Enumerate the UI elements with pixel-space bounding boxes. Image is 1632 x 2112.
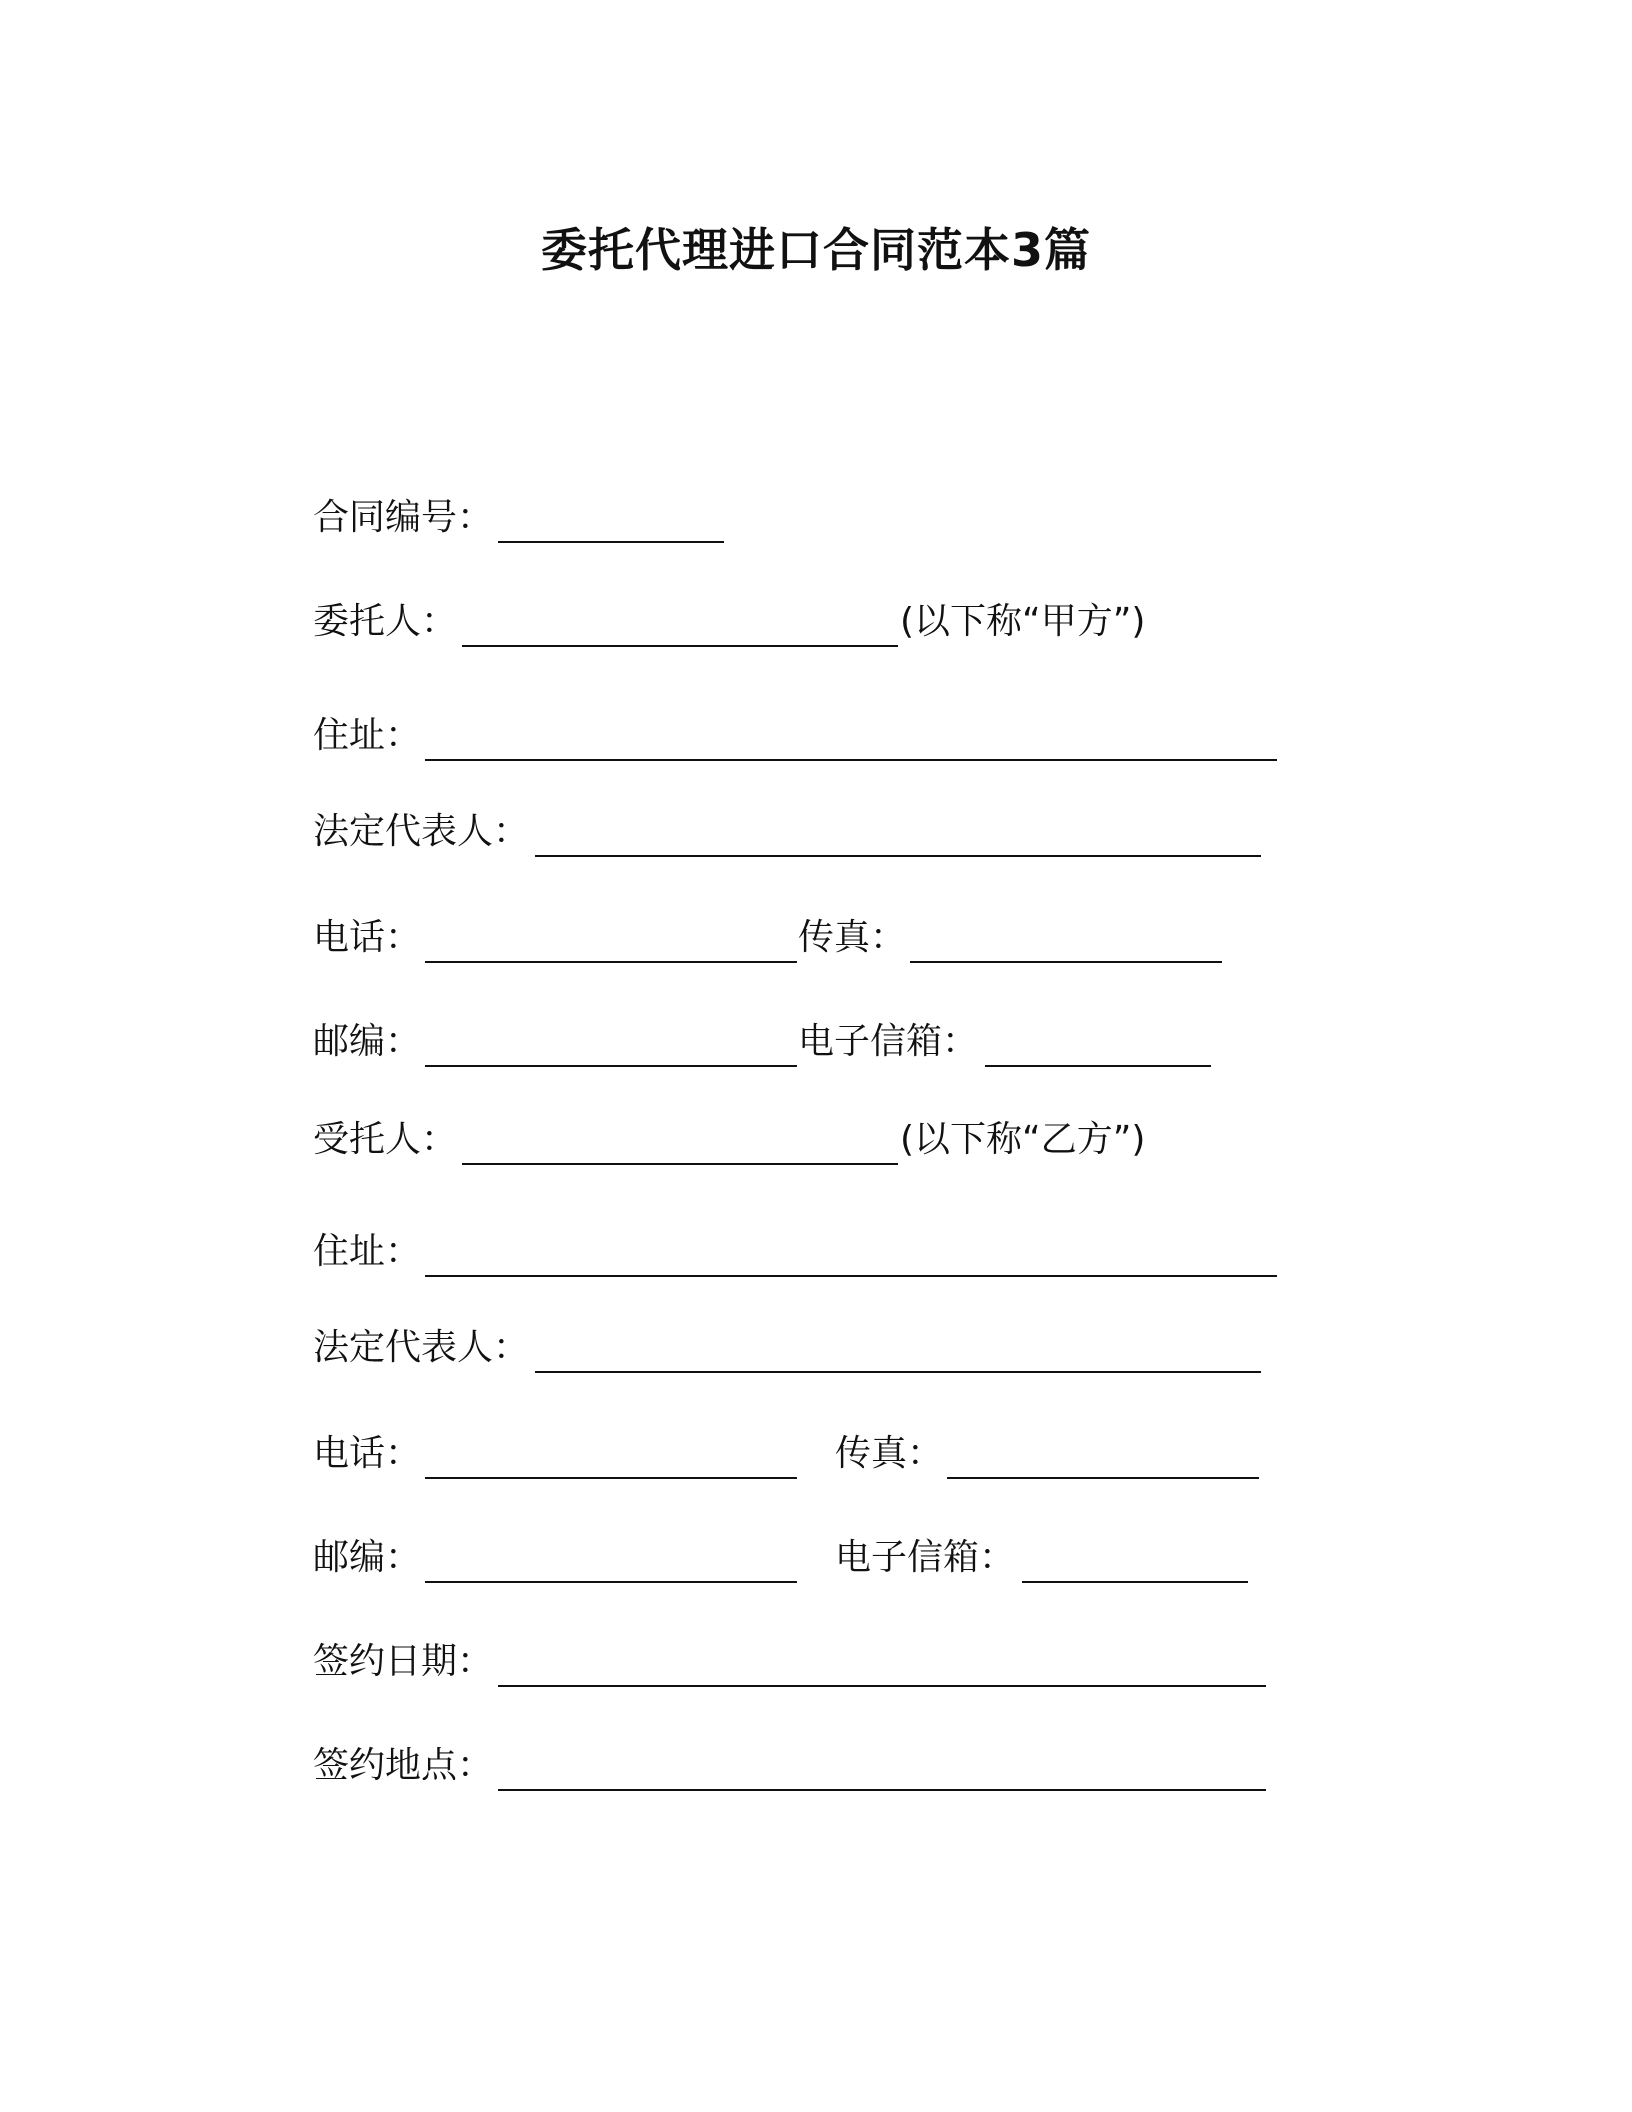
agent-address-line [313, 1226, 1283, 1278]
agent-name-blank[interactable] [462, 1114, 898, 1165]
agent-alias-text: (以下称“乙方”) [900, 1119, 1146, 1160]
agent-phone-fax-line [313, 1428, 1283, 1480]
sign-place-blank[interactable] [498, 1740, 1266, 1791]
client-fax-blank[interactable] [910, 912, 1222, 963]
client-alias-text: (以下称“甲方”) [900, 601, 1146, 642]
client-postcode-label: 邮编： [313, 1021, 422, 1062]
client-legal-rep-line [313, 806, 1283, 858]
client-address-label: 住址： [313, 715, 422, 756]
client-name-blank[interactable] [462, 596, 898, 647]
client-postcode-blank[interactable] [425, 1016, 797, 1067]
client-phone-blank[interactable] [425, 912, 797, 963]
contract-number-line [313, 492, 733, 544]
client-label: 委托人： [313, 601, 458, 642]
agent-address-blank[interactable] [425, 1226, 1277, 1277]
agent-legal-rep-line [313, 1322, 1283, 1374]
client-email-blank[interactable] [985, 1016, 1211, 1067]
client-email-label: 电子信箱： [798, 1021, 979, 1062]
contract-number-label: 合同编号： [313, 497, 494, 538]
contract-number-blank[interactable] [498, 492, 724, 543]
agent-legal-rep-blank[interactable] [535, 1322, 1261, 1373]
client-line [313, 596, 1193, 648]
agent-line [313, 1114, 1193, 1166]
agent-email-label: 电子信箱： [835, 1537, 1016, 1578]
agent-email-blank[interactable] [1022, 1532, 1248, 1583]
sign-place-label: 签约地点： [313, 1745, 494, 1786]
agent-address-label: 住址： [313, 1231, 422, 1272]
client-address-blank[interactable] [425, 710, 1277, 761]
client-phone-label: 电话： [313, 917, 422, 958]
client-phone-fax-line [313, 912, 1243, 964]
client-fax-label: 传真： [798, 917, 907, 958]
sign-date-blank[interactable] [498, 1636, 1266, 1687]
sign-place-line [313, 1740, 1283, 1792]
agent-fax-label: 传真： [835, 1433, 944, 1474]
sign-date-line [313, 1636, 1283, 1688]
client-legal-rep-label: 法定代表人： [313, 811, 530, 852]
document-title: 委托代理进口合同范本3篇 [540, 223, 1091, 277]
agent-postcode-blank[interactable] [425, 1532, 797, 1583]
client-address-line [313, 710, 1283, 762]
agent-phone-blank[interactable] [425, 1428, 797, 1479]
agent-legal-rep-label: 法定代表人： [313, 1327, 530, 1368]
agent-postcode-email-line [313, 1532, 1283, 1584]
agent-label: 受托人： [313, 1119, 458, 1160]
sign-date-label: 签约日期： [313, 1641, 494, 1682]
agent-postcode-label: 邮编： [313, 1537, 422, 1578]
client-legal-rep-blank[interactable] [535, 806, 1261, 857]
agent-phone-label: 电话： [313, 1433, 422, 1474]
agent-fax-blank[interactable] [947, 1428, 1259, 1479]
client-postcode-email-line [313, 1016, 1243, 1068]
